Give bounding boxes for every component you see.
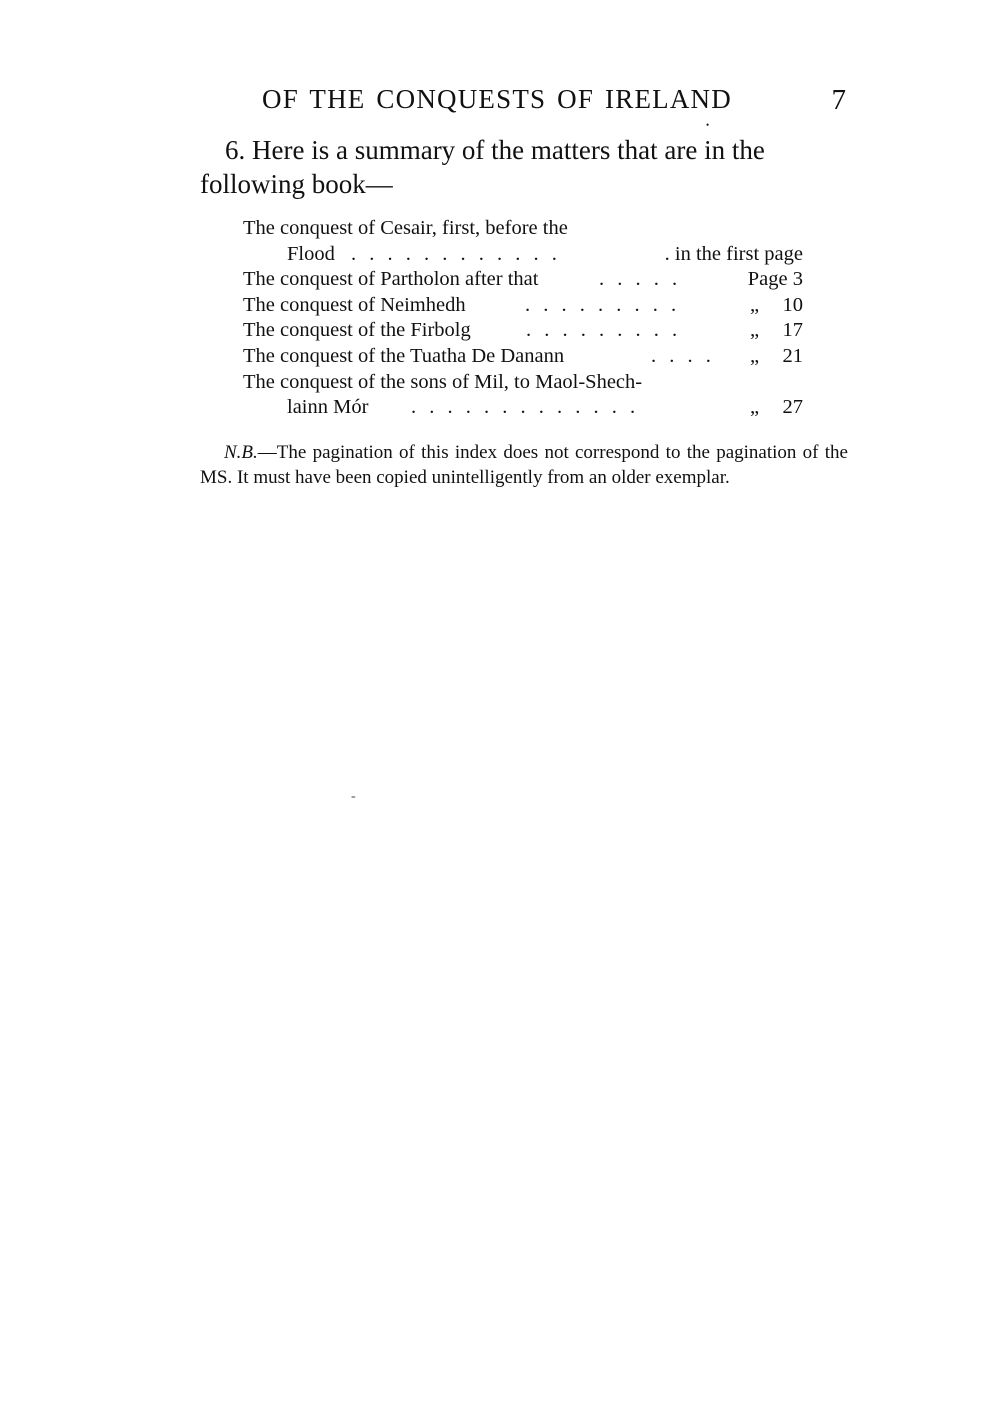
toc-entry-title: The conquest of the sons of Mil, to Maol-Shech- (243, 370, 643, 393)
footnote-body (200, 441, 848, 490)
toc-ditto-mark: „ (750, 344, 760, 367)
toc-leader-dots: . . . . . (599, 268, 682, 291)
toc-leader-dots: . . . . (651, 344, 715, 367)
intro-line-1: 6. Here is a summary of the matters that are in the (225, 135, 765, 165)
toc-leader-dots: . . . . . . . . . (525, 293, 681, 316)
toc-entry (243, 267, 803, 293)
toc-leader-dots: . . . . . . . . . . . . (351, 242, 561, 265)
ink-speck: • (706, 120, 710, 130)
running-head (262, 84, 850, 130)
running-title: OF THE CONQUESTS OF IRELAND (262, 84, 732, 114)
toc-entry (243, 318, 803, 344)
footnote-text: —The pagination of this index does not correspond to the pagination of the MS. It must have been copied unintelligently from an older exemplar. (200, 442, 848, 488)
toc-leader-dots: . . . . . . . . . (526, 319, 682, 342)
toc-page-ref: 27 (782, 396, 803, 419)
stray-ink-mark: - (351, 789, 356, 804)
intro-line-2: following book— (200, 169, 393, 199)
toc-entry-title: The conquest of Neimhedh (243, 293, 466, 316)
toc-page-ref: 21 (782, 344, 803, 367)
toc-ditto-mark: „ (750, 293, 760, 316)
toc-ditto-mark: „ (750, 319, 760, 342)
page-number: 7 (831, 84, 846, 116)
toc-leader-dots: . . . . . . . . . . . . . (411, 396, 640, 419)
footnote (200, 441, 848, 490)
toc-entry-title: The conquest of Cesair, first, before the (243, 217, 568, 239)
toc-page-ref: 17 (782, 319, 803, 342)
toc-page-ref: 10 (782, 293, 803, 316)
table-of-contents (243, 216, 803, 421)
toc-entry (243, 216, 803, 242)
toc-entry-title: The conquest of the Firbolg (243, 319, 471, 342)
section-intro (200, 133, 848, 201)
toc-page-ref: Page 3 (747, 268, 803, 291)
footnote-label: N.B. (224, 442, 258, 463)
toc-entry (243, 370, 803, 396)
toc-entry (243, 242, 803, 268)
toc-entry-title: Flood (287, 242, 335, 265)
toc-ditto-mark: „ (750, 396, 760, 419)
toc-entry (243, 395, 803, 421)
toc-entry-title: lainn Mór (287, 396, 369, 419)
toc-entry (243, 344, 803, 370)
toc-page-ref: . in the first page (664, 242, 803, 265)
toc-entry-title: The conquest of the Tuatha De Danann (243, 344, 565, 367)
toc-entry (243, 293, 803, 319)
toc-entry-title: The conquest of Partholon after that (243, 268, 539, 291)
